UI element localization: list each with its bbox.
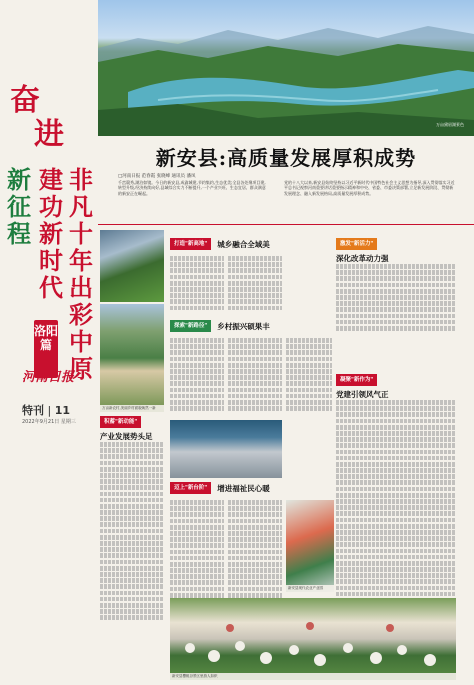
lede-paragraph-1: 千峦競秀,湖泊如镜。今日的新安县,成渝城建,节约集约,生态优美;全县各处聚项目建,转型升级,经济持续向好,县域综合实力不断提升,一个产业兴旺、生态宜居、群众满意的新安正在崛起。 — [118, 180, 266, 196]
lede-paragraph-2: 党的十八大以来,新安县始终坚持以习近平新时代中国特色社会主义思想为指导,深入贯彻落实习近平总书记视察河南重要讲话重要指示精神和中央、省委、市委决策部署,立足新发展阶段、贯彻新发展理念、融入新发展格局,高质量发展厚积成势。 — [284, 180, 455, 196]
village-photo — [100, 304, 164, 412]
article-column — [100, 442, 164, 622]
section-header-party — [336, 374, 389, 399]
issue-number: 11 — [54, 404, 71, 417]
section-title: 乡村振兴硕果丰 — [217, 321, 270, 331]
flower-field-photo — [170, 598, 456, 680]
section-tag: 积蓄"新动能" — [100, 416, 141, 428]
slogan-line-2: 建功新时代 — [39, 165, 63, 302]
article-column — [228, 338, 282, 414]
slogan-head-char-1: 奋 — [10, 83, 40, 118]
slogan-band — [0, 70, 98, 685]
issue-label: 特刊 | 11 — [22, 404, 71, 417]
slogan-head — [4, 84, 94, 158]
flower-field-caption: 新安县樱桃谷景区里游人如织 — [170, 673, 456, 680]
slogan-head-char-2: 进 — [34, 117, 64, 152]
city-badge: 洛阳篇 — [34, 320, 58, 378]
divider — [98, 224, 474, 225]
section-tag: 打造"新高地" — [170, 238, 211, 250]
section-title: 增进福祉民心暖 — [217, 483, 270, 493]
article-column — [286, 338, 332, 414]
section-title: 党建引领风气正 — [336, 390, 389, 399]
agri-park-photo — [286, 500, 334, 592]
hero-caption: 万亩黛眉湖景色 — [436, 122, 464, 127]
industrial-park-photo — [170, 420, 282, 478]
section-tag: 探索"新路径" — [170, 320, 211, 332]
section-header-reform — [336, 238, 389, 263]
flower-field-image — [170, 598, 456, 680]
slogan-line-3: 非凡十年 出彩中原 — [69, 165, 93, 383]
section-title: 深化改革动力强 — [336, 254, 389, 263]
masthead-logo: 河南日报 — [22, 370, 75, 385]
article-column — [336, 400, 456, 596]
byline: □河南日报 范春霞 张晓峰 通讯员 潘凤 — [118, 174, 196, 179]
issue-type: 特刊 — [22, 404, 44, 417]
section-header-industry — [100, 416, 153, 441]
lake-landscape-image — [98, 0, 474, 136]
issue-date: 2022年9月21日 星期三 — [22, 419, 76, 425]
section-tag: 凝聚"新作为" — [336, 374, 377, 386]
slogan-line-1: 新征程 — [7, 165, 31, 248]
article-column — [228, 256, 282, 314]
section-title: 产业发展势头足 — [100, 432, 153, 441]
hero-photo — [98, 0, 474, 136]
greenhouse-photo — [100, 230, 164, 302]
article-column — [170, 338, 224, 414]
agri-park-caption: 新安县现代农业产业园 — [286, 585, 334, 592]
section-header-rural — [170, 320, 270, 332]
article-column — [336, 264, 456, 334]
page-title: 新安县:高质量发展厚积成势 — [155, 146, 417, 170]
article-column — [170, 256, 224, 314]
village-photo-caption: 万亩新农村,美丽乡村面貌焕然一新 — [100, 405, 164, 412]
section-tag: 激发"新活力" — [336, 238, 377, 250]
section-header-urban-rural — [170, 238, 270, 250]
section-title: 城乡融合全域美 — [217, 239, 270, 249]
section-tag: 迈上"新台阶" — [170, 482, 211, 494]
section-header-welfare — [170, 482, 270, 494]
